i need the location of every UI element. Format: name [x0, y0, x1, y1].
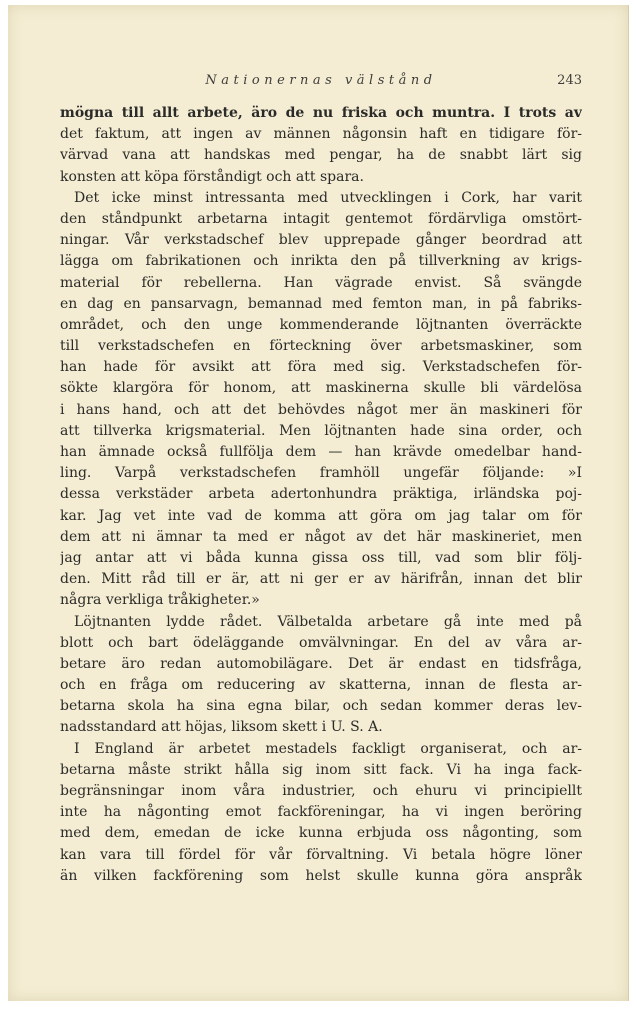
- text-line: dem att ni ämnar ta med er något av det här maskineriet, men: [60, 528, 582, 545]
- text-line: material för rebellerna. Han vägrade envist. Så svängde: [60, 274, 582, 291]
- text-line: begränsningar inom våra industrier, och ehuru vi principiellt: [60, 783, 582, 799]
- text-line: en dag en pansarvagn, bemannad med femton man, in på fabriks-: [60, 295, 582, 312]
- text-line: inte ha någonting emot fackföreningar, ha vi ingen beröring: [60, 804, 582, 821]
- text-line: lägga om fabrikationen och inrikta den på tillverkning av krigs-: [60, 253, 582, 270]
- text-line: jag antar att vi båda kunna gissa oss till, vad som blir följ-: [60, 549, 582, 566]
- text-line: nadsstandard att höjas, liksom skett i U. S. A.: [60, 719, 383, 736]
- text-line: betare äro redan automobilägare. Det är endast en tidsfråga,: [60, 655, 582, 672]
- text-line: ling. Varpå verkstadschefen framhöll ungefär följande: »I: [60, 465, 582, 482]
- text-line: sökte klargöra för honom, att maskinerna skulle bli värdelösa: [60, 380, 582, 397]
- text-line: I England är arbetet mestadels fackligt organiserat, och ar-: [74, 740, 582, 757]
- text-line: med dem, emedan de icke kunna erbjuda oss någonting, som: [60, 825, 582, 842]
- text-line: den. Mitt råd till er är, att ni ger er av härifrån, innan det blir: [60, 571, 582, 588]
- text-line: den ståndpunkt arbetarna intagit gentemot fördärvliga omstört-: [60, 210, 582, 227]
- text-line: Löjtnanten lydde rådet. Välbetalda arbetare gå inte med på: [74, 613, 582, 630]
- page-header: [60, 73, 582, 97]
- text-line: kan vara till fördel för vår förvaltning. Vi betala högre löner: [60, 846, 582, 863]
- text-line: till verkstadschefen en förteckning över arbetsmaskiner, som: [60, 338, 582, 355]
- text-line: betarna skola ha sina egna bilar, och sedan kommer deras lev-: [60, 698, 582, 715]
- text-line: och en fråga om reducering av skatterna, innan de flesta ar-: [60, 677, 582, 694]
- text-line: än vilken fackförening som helst skulle kunna göra anspråk: [60, 867, 582, 884]
- text-line: han hade för avsikt att föra med sig. Verkstadschefen för-: [60, 359, 582, 376]
- page-number: 243: [557, 73, 582, 88]
- text-line: det faktum, att ingen av männen någonsin haft en tidigare för-: [60, 126, 582, 143]
- text-line: att tillverka krigsmaterial. Men löjtnanten hade sina order, och: [60, 422, 582, 439]
- text-line: han ämnade också fullfölja dem — han krävde omedelbar hand-: [60, 444, 582, 460]
- text-line: i hans hand, och att det behövdes något mer än maskineri för: [60, 401, 582, 418]
- text-line: ningar. Vår verkstadschef blev upprepade gånger beordrad att: [60, 232, 582, 249]
- book-page: [8, 5, 629, 1001]
- running-title: Nationernas välstånd: [205, 73, 437, 88]
- text-line: Det icke minst intressanta med utvecklingen i Cork, har varit: [74, 189, 582, 206]
- text-line: konsten att köpa förståndigt och att spara.: [60, 168, 364, 185]
- text-line: betarna måste strikt hålla sig inom sitt fack. Vi ha inga fack-: [60, 761, 582, 778]
- text-line: området, och den unge kommenderande löjtnanten överräckte: [60, 316, 582, 333]
- text-line: blott och bart ödeläggande omvälvningar. En del av våra ar-: [60, 634, 582, 651]
- text-line: värvad vana att handskas med pengar, ha de snabbt lärt sig: [60, 147, 582, 164]
- text-line: mögna till allt arbete, äro de nu friska och muntra. I trots av: [60, 105, 582, 121]
- text-line: kar. Jag vet inte vad de komma att göra om jag talar om för: [60, 507, 582, 524]
- text-line: dessa verkstäder arbeta adertonhundra präktiga, irländska poj-: [60, 486, 582, 503]
- body-text: [60, 103, 582, 887]
- text-line: några verkliga tråkigheter.»: [60, 592, 260, 609]
